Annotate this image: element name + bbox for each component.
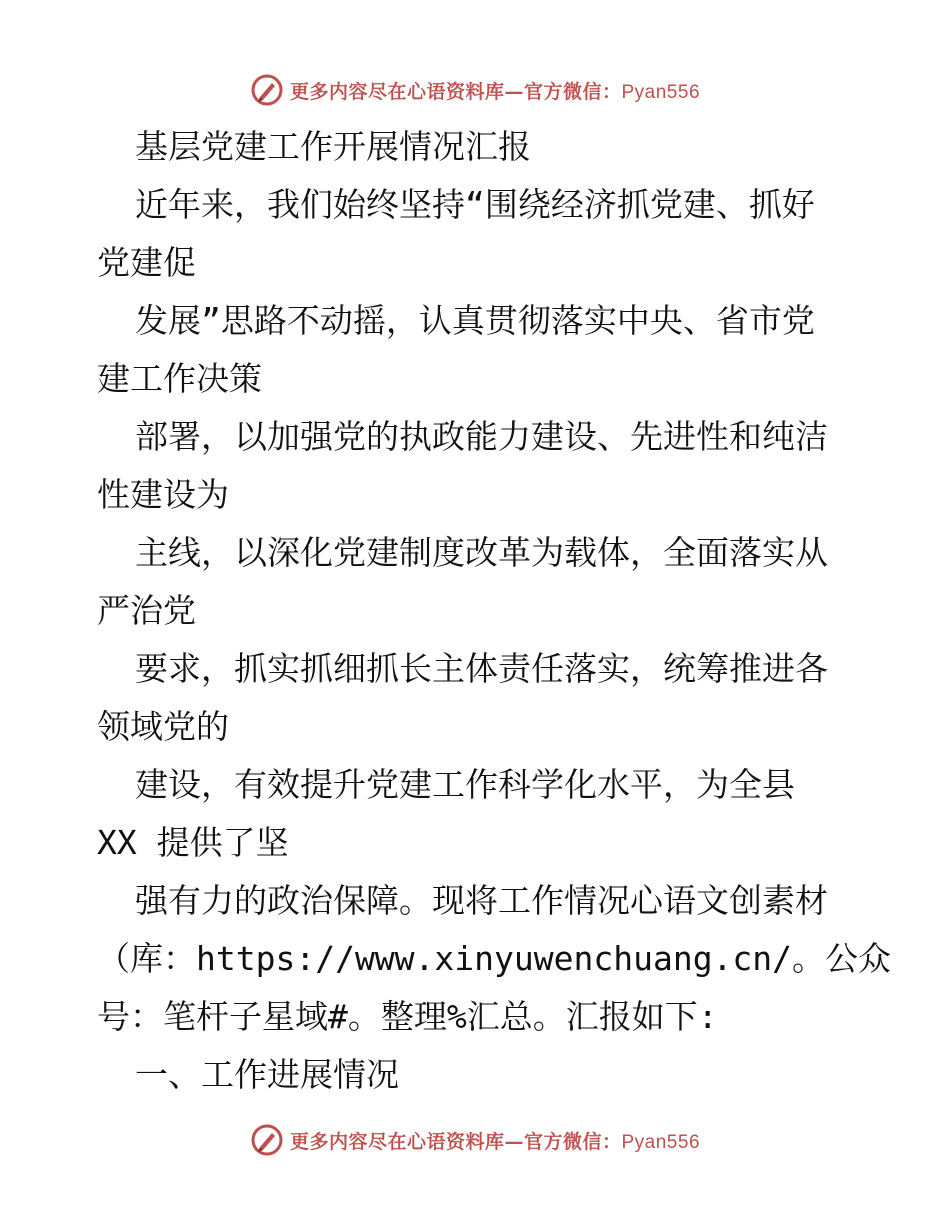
wechat-handle: Pyan556 [621,81,701,103]
header-banner [0,70,950,110]
text-line: 性建设为 [97,475,229,514]
wechat-handle: Pyan556 [621,1131,701,1153]
text-line: 要求，抓实抓细抓长主体责任落实，统筹推进各 [135,649,828,688]
text-line: 基层党建工作开展情况汇报 [135,127,531,166]
text-line: 一、工作进展情况 [135,1055,399,1094]
text-line: 号：笔杆子星域#。整理%汇总。汇报如下: [97,997,718,1036]
text-line: 领域党的 [97,707,229,746]
text-line: 部署，以加强党的执政能力建设、先进性和纯洁 [135,417,828,456]
text-line: 近年来，我们始终坚持“围绕经济抓党建、抓好 [135,185,815,224]
banner-text: 更多内容尽在心语资料库—官方微信：Pyan556 [289,1130,701,1153]
text-line: 建工作决策 [97,359,262,398]
text-line: 强有力的政治保障。现将工作情况心语文创素材 [135,881,828,920]
banner-text: 更多内容尽在心语资料库—官方微信：Pyan556 [289,80,701,103]
footer-banner [0,1120,950,1160]
pen-logo-icon [250,73,284,107]
text-line: 严治党 [97,591,196,630]
text-line: 主线，以深化党建制度改革为载体，全面落实从 [135,533,828,572]
pen-logo-icon [250,1123,284,1157]
text-line: （库：https://www.xinyuwenchuang.cn/。公众 [97,939,892,978]
document-body [97,118,892,1104]
text-line: 党建促 [97,243,196,282]
text-line: 建设，有效提升党建工作科学化水平，为全县 [135,765,795,804]
text-line: 发展”思路不动摇，认真贯彻落实中央、省市党 [135,301,815,340]
text-line: XX 提供了坚 [97,823,289,862]
